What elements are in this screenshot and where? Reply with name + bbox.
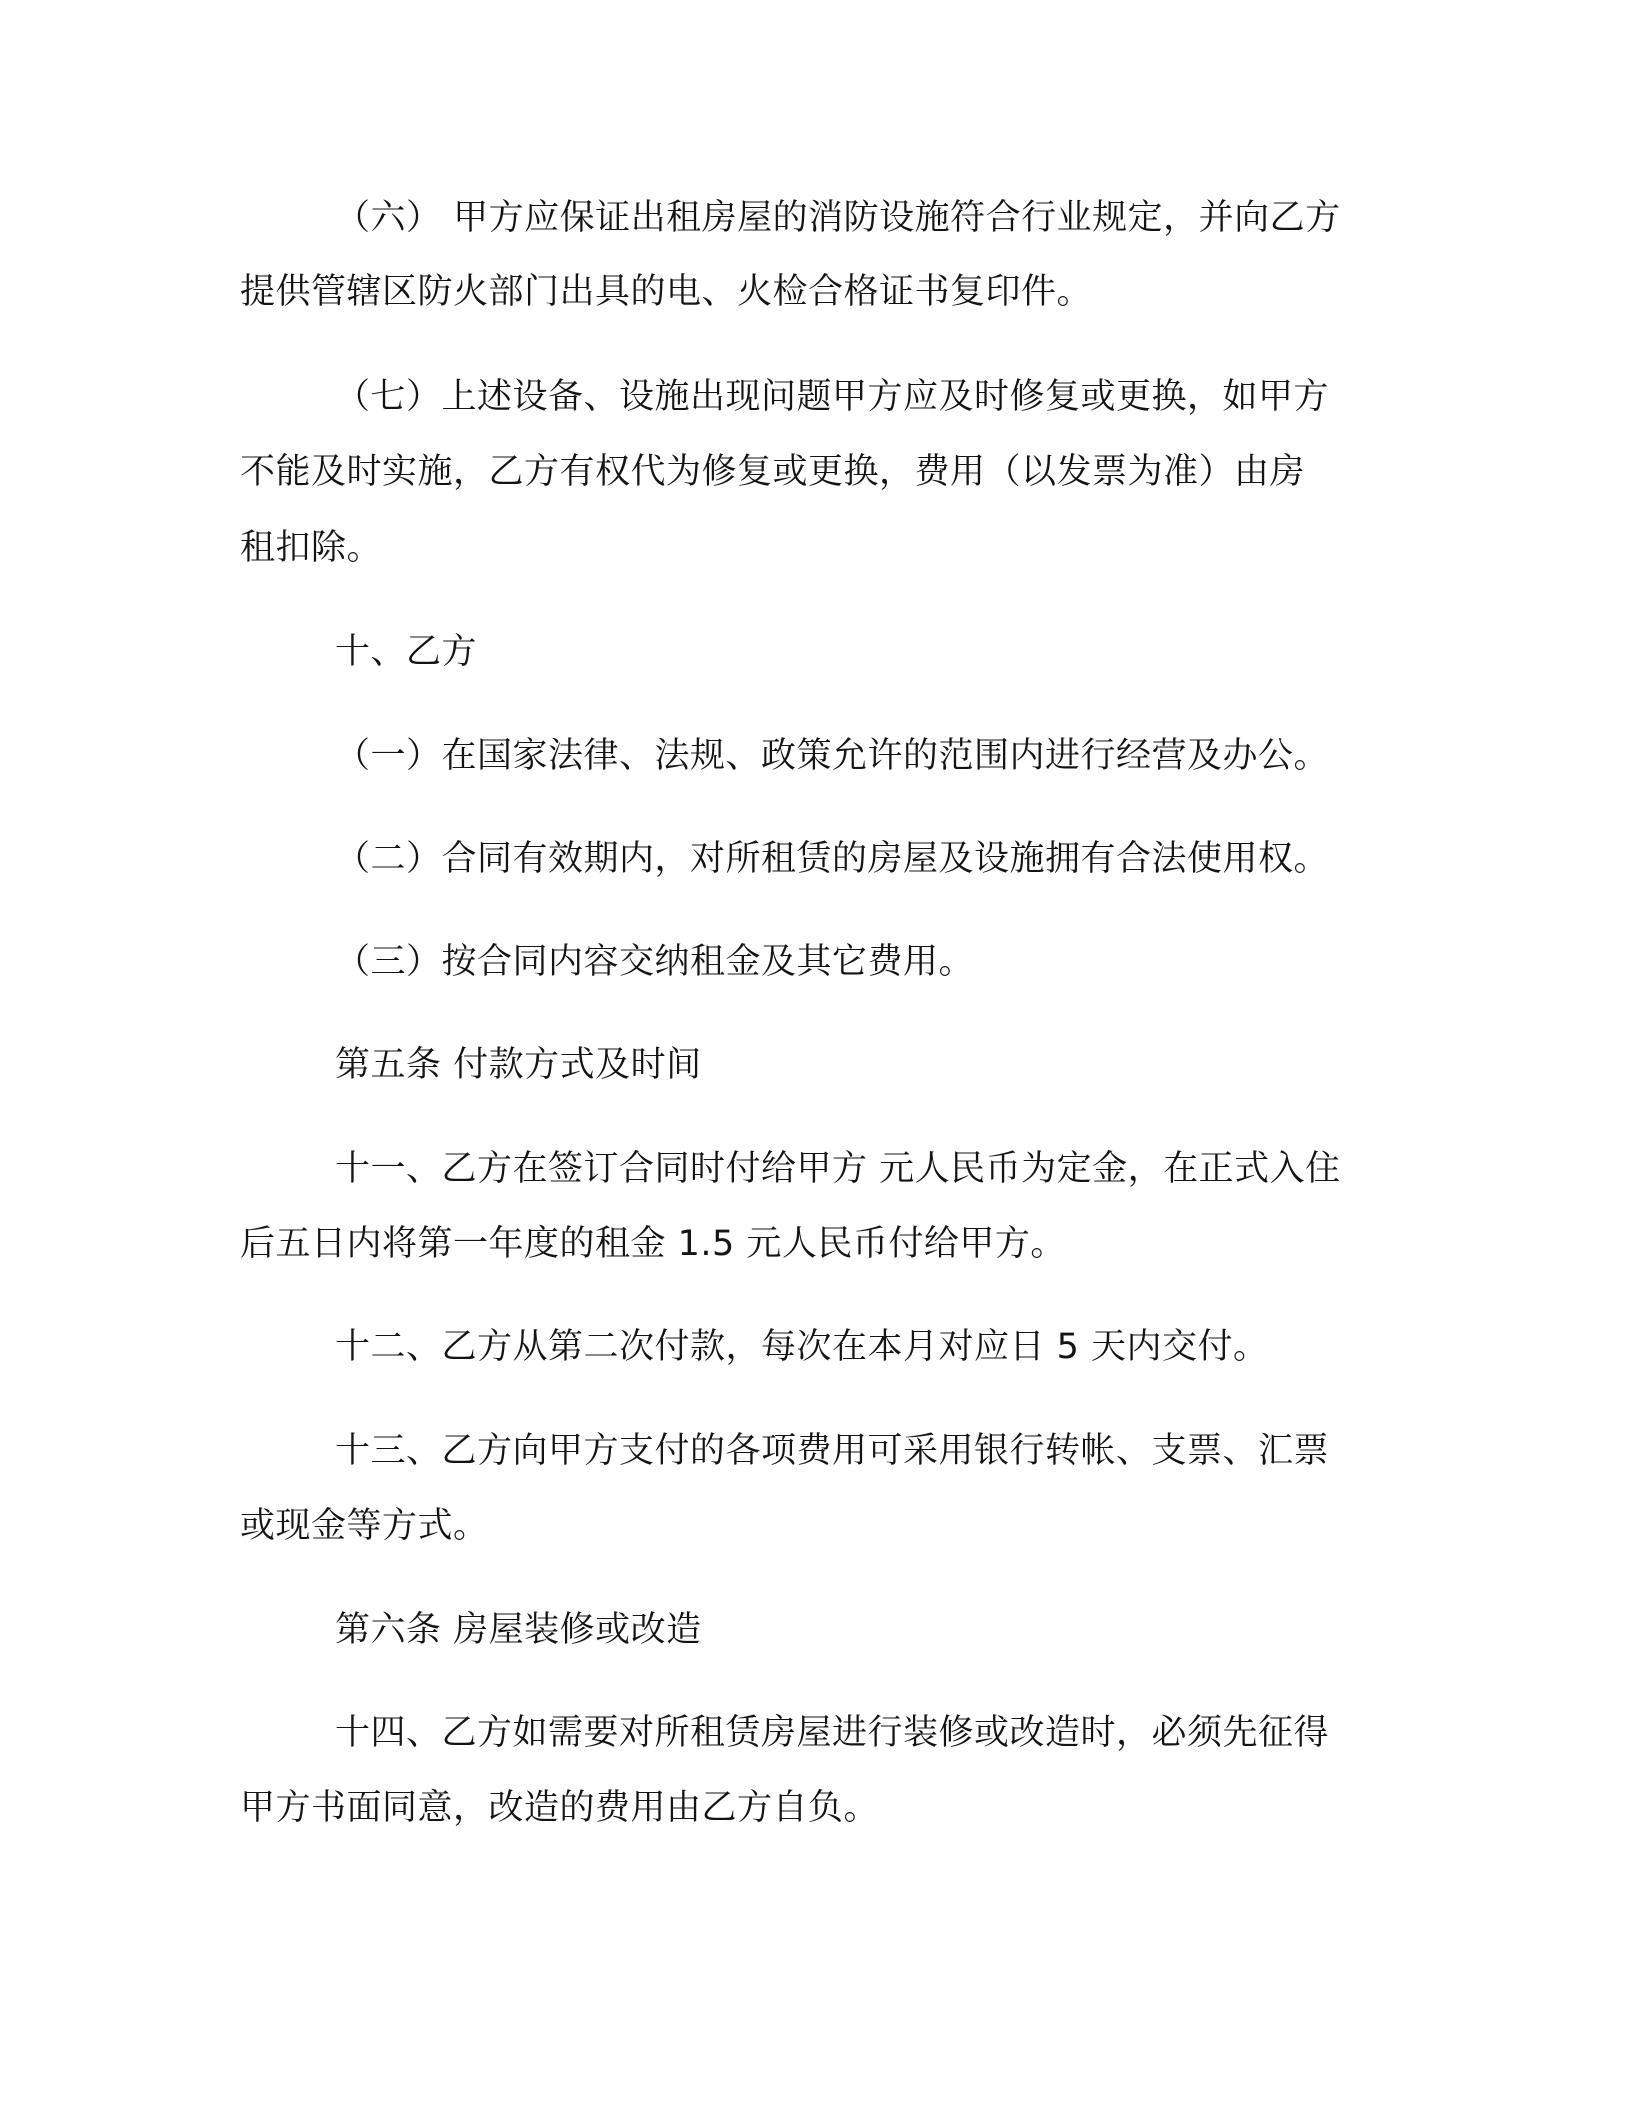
text-line: 十、乙方	[335, 632, 478, 672]
text-line: 十一、乙方在签订合同时付给甲方 元人民币为定金，在正式入住	[335, 1149, 1341, 1189]
text-line: 或现金等方式。	[240, 1506, 489, 1546]
text-line: 租扣除。	[240, 528, 383, 568]
text-line: （二）合同有效期内，对所租赁的房屋及设施拥有合法使用权。	[335, 839, 1330, 879]
text-line: 十四、乙方如需要对所租赁房屋进行装修或改造时，必须先征得	[335, 1713, 1330, 1753]
text-line: （六） 甲方应保证出租房屋的消防设施符合行业规定，并向乙方	[335, 198, 1341, 238]
text-line: （七）上述设备、设施出现问题甲方应及时修复或更换，如甲方	[335, 377, 1330, 417]
text-line: 第六条 房屋装修或改造	[335, 1610, 702, 1650]
text-line: 第五条 付款方式及时间	[335, 1045, 702, 1085]
text-line: 十二、乙方从第二次付款，每次在本月对应日 5 天内交付。	[335, 1327, 1269, 1367]
text-line: （一）在国家法律、法规、政策允许的范围内进行经营及办公。	[335, 736, 1330, 776]
text-line: 后五日内将第一年度的租金 1.5 元人民币付给甲方。	[240, 1224, 1066, 1264]
text-line: （三）按合同内容交纳租金及其它费用。	[335, 942, 975, 982]
text-line: 十三、乙方向甲方支付的各项费用可采用银行转帐、支票、汇票	[335, 1431, 1330, 1471]
text-line: 提供管辖区防火部门出具的电、火检合格证书复印件。	[240, 272, 1093, 312]
text-line: 不能及时实施，乙方有权代为修复或更换，费用（以发票为准）由房	[240, 452, 1306, 492]
text-line: 甲方书面同意，改造的费用由乙方自负。	[240, 1788, 880, 1828]
